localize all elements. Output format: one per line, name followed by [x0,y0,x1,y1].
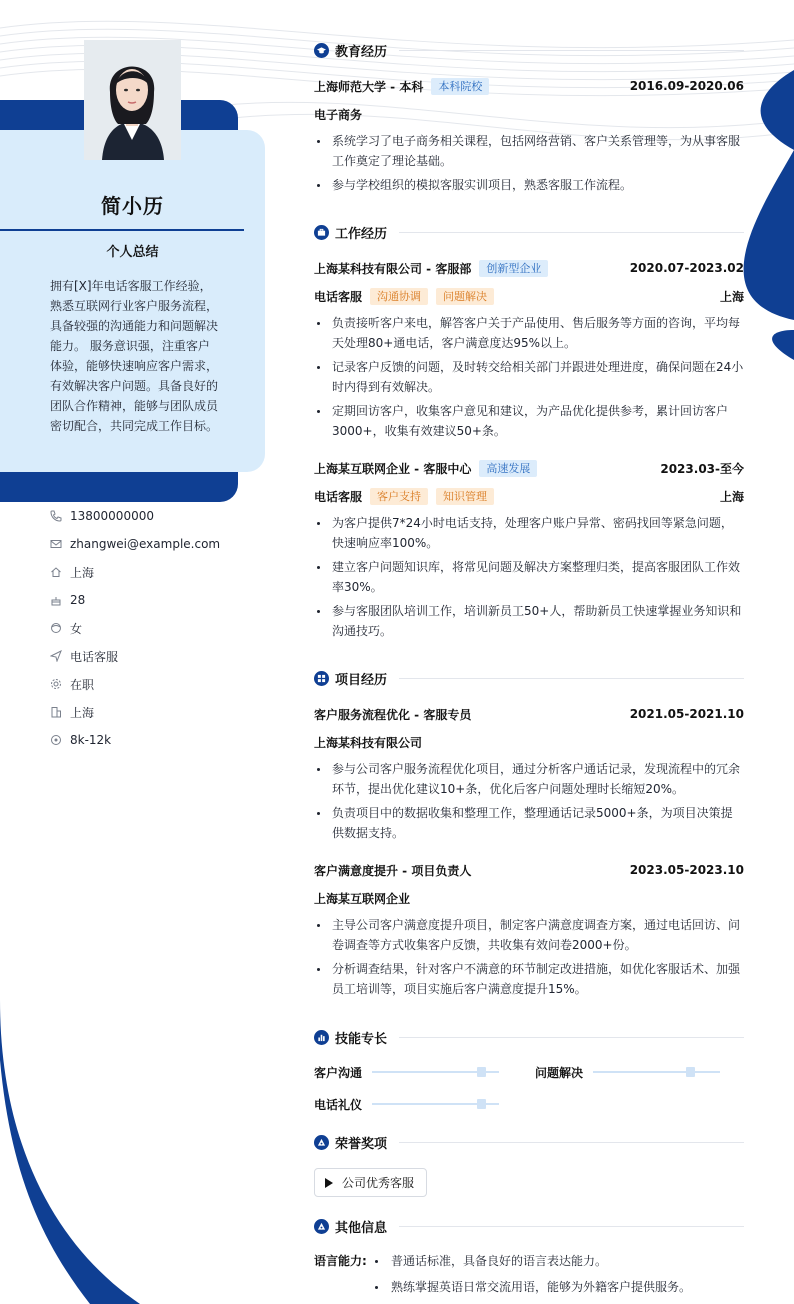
contact-text: 上海 [70,565,95,580]
skill-tag: 问题解决 [436,288,494,305]
list-item: 为客户提供7*24小时电话支持，处理客户账户异常、密码找回等紧急问题，快速响应率100%。 [314,513,744,553]
skill-level-bar [372,1103,499,1105]
section-title: 其他信息 [335,1220,388,1236]
school-name: 上海师范大学 - 本科 [314,79,424,94]
skill-name: 电话礼仪 [314,1097,363,1112]
skill-tag: 知识管理 [436,488,494,505]
skill-level-bar [593,1071,720,1073]
contact-text: 28 [70,593,86,607]
contact-gender [50,614,250,642]
info-icon [314,1219,329,1234]
job-header-row [314,259,744,277]
education-major-row [314,105,744,123]
salary-icon [50,734,70,746]
skill-name: 客户沟通 [314,1065,363,1080]
skill-item [314,1063,499,1081]
project-name: 客户满意度提升 - 项目负责人 [314,863,472,878]
list-item: 分析调查结果，针对客户不满意的环节制定改进措施，如优化客服话术、加强员工培训等，项目实施后客户满意度提升15%。 [314,959,744,999]
section-divider [399,1142,744,1143]
section-title: 项目经历 [335,672,388,688]
award-icon [314,1135,329,1150]
job-bullets [314,313,744,445]
contact-list [50,502,250,754]
job-bullets [314,513,744,645]
contact-text: zhangwei@example.com [70,537,221,551]
contact-text: 8k-12k [70,733,112,747]
list-item: 定期回访客户，收集客户意见和建议，为产品优化提供参考，累计回访客户3000+，收集有效建议50+条。 [314,401,744,441]
language-label: 语言能力: [314,1254,367,1268]
summary-text: 拥有[X]年电话客服工作经验，熟悉互联网行业客户服务流程，具备较强的沟通能力和问题解决能力。 服务意识强，注重客户体验，能够快速响应客户需求，有效解决客户问题。具备良好的团队合作精神，能够与团队成员密切配合，共同完成工作目标。 [50,279,219,433]
list-item: 记录客户反馈的问题，及时转交给相关部门并跟进处理进度，确保问题在24小时内得到有效解决。 [314,357,744,397]
send-icon [50,650,70,662]
gender-icon [50,622,70,634]
skills-section-header [314,1027,744,1047]
project-org: 上海某互联网企业 [314,891,411,906]
graduation-cap-icon [314,43,329,58]
project-org-row [314,733,744,751]
contact-work-city [50,698,250,726]
company-name: 上海某科技有限公司 - 客服部 [314,261,472,276]
briefcase-icon [314,225,329,240]
left-column [0,0,265,1304]
skill-item [314,1095,499,1113]
project-date: 2021.05-2021.10 [629,707,744,721]
section-divider [399,1226,744,1227]
project-org: 上海某科技有限公司 [314,735,423,750]
major-name: 电子商务 [314,107,363,122]
project-bullets [314,915,744,1003]
section-title: 荣誉奖项 [335,1136,388,1152]
list-item: 参与公司客户服务流程优化项目，通过分析客户通话记录，发现流程中的冗余环节，提出优化建议10+条，优化后客户问题处理时长缩短20%。 [314,759,744,799]
profile-photo [84,40,181,160]
gear-icon [50,678,70,690]
projects-section-header [314,668,744,688]
contact-email [50,530,250,558]
contact-location [50,558,250,586]
section-divider [399,1037,744,1038]
company-tag: 高速发展 [479,460,537,477]
company-name: 上海某互联网企业 - 客服中心 [314,461,472,476]
job-role-row [314,487,744,505]
play-icon [325,1178,333,1188]
skill-level-bar [372,1071,499,1073]
project-header-row [314,861,744,879]
home-icon [50,566,70,578]
skill-item [535,1063,720,1081]
skill-tag: 客户支持 [370,488,428,505]
job-date: 2023.03-至今 [660,461,744,476]
cake-icon [50,594,70,606]
contact-status [50,670,250,698]
contact-age [50,586,250,614]
skill-name: 问题解决 [535,1065,584,1080]
job-date: 2020.07-2023.02 [629,261,744,275]
list-item: 主导公司客户满意度提升项目，制定客户满意度调查方案，通过电话回访、问卷调查等方式收集客户反馈，共收集有效问卷2000+份。 [314,915,744,955]
skill-tag: 沟通协调 [370,288,428,305]
job-city: 上海 [719,289,744,304]
summary-title: 个人总结 [106,245,159,260]
skill-level-knob [686,1067,695,1077]
language-list [372,1251,742,1303]
contact-text: 13800000000 [70,509,154,523]
job-city: 上海 [719,489,744,504]
project-date: 2023.05-2023.10 [629,863,744,877]
work-section-header [314,222,744,242]
education-section-header [314,40,744,60]
contact-text: 电话客服 [70,649,119,664]
contact-phone [50,502,250,530]
contact-text: 在职 [70,677,95,692]
list-item: 普通话标准，具备良好的语言表达能力。 [372,1251,742,1271]
education-header-row [314,77,744,95]
award-item [314,1168,427,1197]
education-date: 2016.09-2020.06 [629,79,744,93]
grid-icon [314,671,329,686]
contact-text: 上海 [70,705,95,720]
skill-level-knob [477,1099,486,1109]
candidate-name: 简小历 [101,194,164,218]
project-org-row [314,889,744,907]
list-item: 参与客服团队培训工作，培训新员工50+人，帮助新员工快速掌握业务知识和沟通技巧。 [314,601,744,641]
list-item: 负责项目中的数据收集和整理工作，整理通话记录5000+条，为项目决策提供数据支持。 [314,803,744,843]
list-item: 负责接听客户来电，解答客户关于产品使用、售后服务等方面的咨询，平均每天处理80+通电话，客户满意度达95%以上。 [314,313,744,353]
project-bullets [314,759,744,847]
list-item: 系统学习了电子商务相关课程，包括网络营销、客户关系管理等，为从事客服工作奠定了理论基础。 [314,131,744,171]
building-icon [50,706,70,718]
school-tag: 本科院校 [431,78,489,95]
list-item: 建立客户问题知识库，将常见问题及解决方案整理归类，提高客服团队工作效率30%。 [314,557,744,597]
phone-icon [50,510,70,522]
mail-icon [50,538,70,550]
skill-level-knob [477,1067,486,1077]
contact-position [50,642,250,670]
awards-section-header [314,1132,744,1152]
section-title: 工作经历 [335,226,388,242]
job-header-row [314,459,744,477]
section-title: 技能专长 [335,1031,388,1047]
contact-text: 女 [70,621,83,636]
job-role: 电话客服 [314,289,363,304]
education-bullets [314,131,744,199]
section-divider [399,232,744,233]
project-header-row [314,705,744,723]
section-divider [399,678,744,679]
bar-chart-icon [314,1030,329,1045]
other-section-header [314,1216,744,1236]
contact-salary [50,726,250,754]
section-title: 教育经历 [335,44,388,60]
job-role: 电话客服 [314,489,363,504]
project-name: 客户服务流程优化 - 客服专员 [314,707,472,722]
list-item: 熟练掌握英语日常交流用语，能够为外籍客户提供服务。 [372,1277,742,1297]
section-divider [399,50,744,51]
company-tag: 创新型企业 [479,260,548,277]
job-role-row [314,287,744,305]
list-item: 参与学校组织的模拟客服实训项目，熟悉客服工作流程。 [314,175,744,195]
name-divider [0,229,244,231]
award-name: 公司优秀客服 [342,1176,415,1190]
